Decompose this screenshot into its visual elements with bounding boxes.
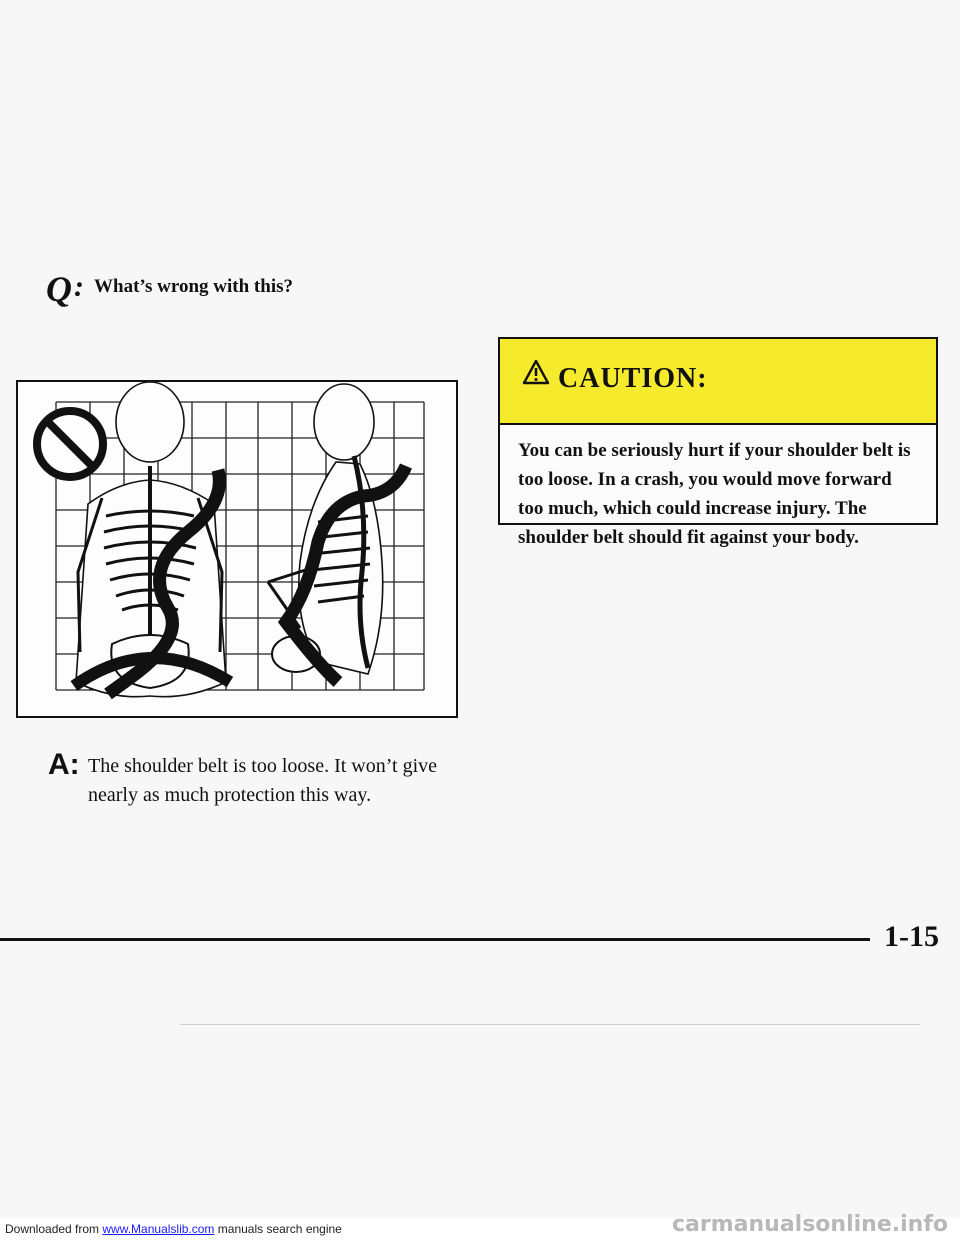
manualslib-link[interactable]: www.Manualslib.com xyxy=(102,1222,215,1236)
caution-text: You can be seriously hurt if your shoulder belt is too loose. In a crash, you would move forward too much, which could increase injury. The shoulder belt should fit against your body. xyxy=(518,440,911,548)
footer xyxy=(0,1212,960,1242)
download-notice xyxy=(5,1222,342,1236)
warning-triangle-icon xyxy=(522,359,550,385)
watermark: carmanualsonline.info xyxy=(672,1212,948,1237)
seatbelt-illustration xyxy=(16,380,458,718)
page-rule xyxy=(0,938,870,941)
answer-letter: A: xyxy=(48,748,80,781)
question-letter: Q xyxy=(46,269,72,309)
side-skeleton xyxy=(268,384,406,682)
footer-suffix: manuals search engine xyxy=(214,1222,342,1236)
page-number: 1-15 xyxy=(884,920,939,953)
skeleton-illustration xyxy=(18,382,456,716)
no-symbol-icon xyxy=(37,411,103,477)
caution-title: CAUTION: xyxy=(558,363,708,394)
caution-box xyxy=(498,337,938,548)
scan-line xyxy=(180,1024,920,1025)
footer-prefix: Downloaded from xyxy=(5,1222,103,1236)
question-text: What’s wrong with this? xyxy=(94,276,293,297)
question-colon: : xyxy=(74,270,84,303)
caution-header xyxy=(500,339,936,425)
answer-text: The shoulder belt is too loose. It won’t give nearly as much protection this way. xyxy=(88,755,438,806)
